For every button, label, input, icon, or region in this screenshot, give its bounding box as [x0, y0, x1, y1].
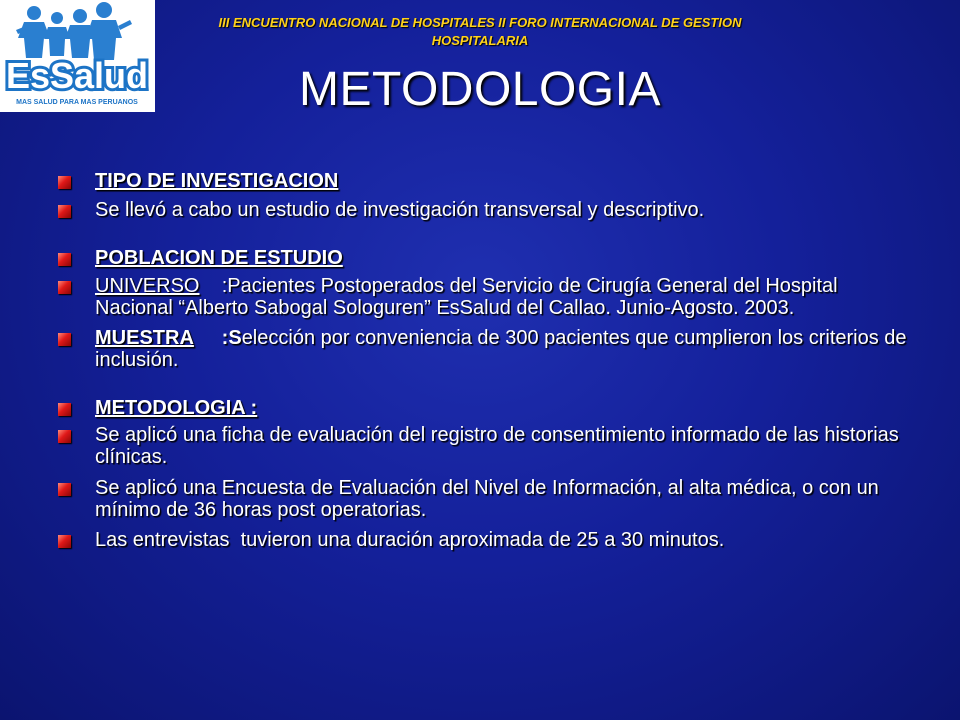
spacer [58, 521, 908, 529]
muestra-colon: :S [193, 327, 242, 349]
metodologia-heading: METODOLOGIA : [95, 397, 258, 419]
logo-tagline: MAS SALUD PARA MAS PERUANOS [16, 99, 138, 106]
conference-title [160, 14, 800, 50]
met-item3-text: Las entrevistas tuvieron una duración aproximada de 25 a 30 minutos. [95, 529, 725, 551]
conference-title-line1: III ENCUENTRO NACIONAL DE HOSPITALES II FORO INTERNACIONAL DE GESTION [218, 15, 742, 30]
bullet-muestra [58, 327, 908, 371]
bullet-poblacion-heading [58, 247, 908, 269]
muestra-label: MUESTRA [95, 327, 194, 349]
bullet-metodologia-heading [58, 397, 908, 419]
slide-title: METODOLOGIA [298, 63, 661, 116]
bullet-met-item1 [58, 424, 908, 468]
spacer [58, 371, 908, 397]
bullet-marker-icon [58, 205, 71, 218]
bullet-met-item3 [58, 529, 908, 551]
met-item1-text: Se aplicó una ficha de evaluación del registro de consentimiento informado de las historias clínicas. [95, 424, 899, 468]
bullet-marker-icon [58, 253, 71, 266]
logo-brand-text: EsSalud [5, 55, 149, 96]
bullet-marker-icon [58, 403, 71, 416]
universo-label: UNIVERSO [95, 275, 200, 297]
muestra-text: elección por conveniencia de 300 pacientes que cumplieron los criterios de inclusión. [95, 327, 907, 371]
spacer [58, 468, 908, 477]
bullet-tipo-text [58, 199, 908, 221]
bullet-marker-icon [58, 281, 71, 294]
spacer [58, 319, 908, 327]
bullet-marker-icon [58, 430, 71, 443]
bullet-marker-icon [58, 535, 71, 548]
bullet-universo [58, 275, 908, 319]
tipo-heading: TIPO DE INVESTIGACION [95, 170, 339, 192]
bullet-marker-icon [58, 333, 71, 346]
poblacion-heading: POBLACION DE ESTUDIO [95, 247, 343, 269]
universo-text: :Pacientes Postoperados del Servicio de Cirugía General del Hospital Nacional “Alberto Sabogal Sologuren” EsSalud del Callao. Junio-Agosto. 2003. [95, 275, 838, 319]
bullet-marker-icon [58, 176, 71, 189]
family-figures-icon [0, 0, 155, 112]
spacer [58, 192, 908, 199]
bullet-marker-icon [58, 483, 71, 496]
met-item2-text: Se aplicó una Encuesta de Evaluación del Nivel de Información, al alta médica, o con un mínimo de 36 horas post operatorias. [95, 477, 879, 521]
essalud-logo [0, 0, 155, 112]
bullet-tipo-heading [58, 170, 908, 192]
spacer [58, 221, 908, 247]
bullet-met-item2 [58, 477, 908, 521]
tipo-text: Se llevó a cabo un estudio de investigación transversal y descriptivo. [95, 199, 705, 221]
conference-title-line2: HOSPITALARIA [431, 33, 529, 48]
bullet-list [58, 170, 908, 551]
